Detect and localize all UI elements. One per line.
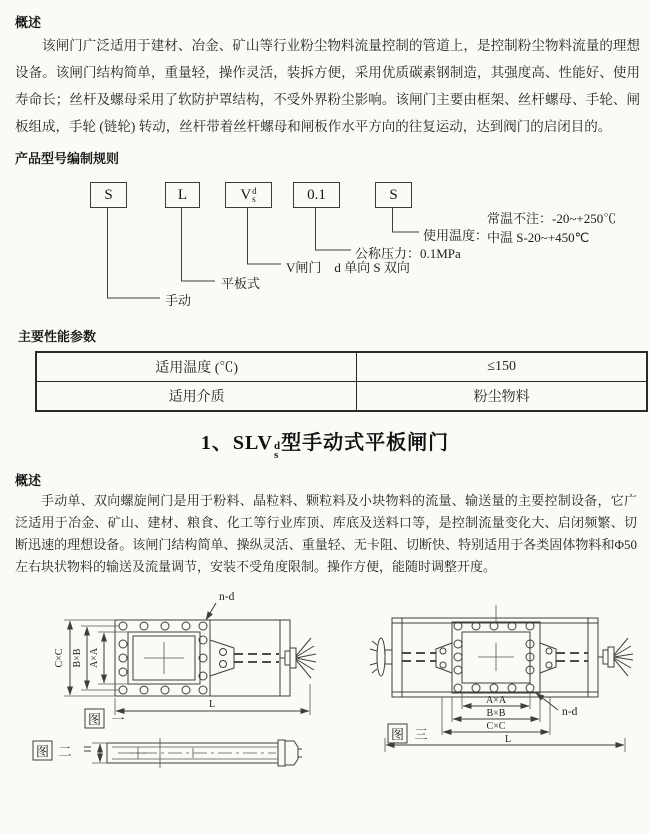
fig2-body [107, 738, 278, 768]
model-box-1-text: S [104, 186, 113, 203]
model-box-2 [165, 182, 200, 208]
fig1-dim-label-cc: C×C [54, 648, 65, 668]
fig2-height-dimension [84, 743, 114, 763]
fig3-left-handwheel [370, 638, 392, 676]
fig2-caption-number: 二 [58, 744, 72, 759]
model-box-2-text: L [177, 186, 188, 203]
model-label-valve: V闸门 d 单向 S 双向 [286, 260, 410, 275]
model-box-5-text: S [389, 186, 398, 203]
product-title-sup: d [273, 440, 282, 452]
param-cell: 适用温度 (℃) [36, 352, 357, 382]
model-box-3-sup: d [252, 186, 257, 196]
model-box-3-sub: s [252, 194, 256, 204]
model-box-4-text: 0.1 [307, 186, 326, 203]
fig3-caption-char: 图 [390, 727, 405, 742]
model-box-4 [293, 182, 340, 208]
product-title [0, 426, 650, 460]
table-row [36, 382, 647, 412]
overview-1-heading: 概述 [15, 15, 42, 30]
product-title-sub: s [273, 449, 280, 461]
fig3-dim-label-cc: C×C [486, 721, 506, 732]
figure-1-drawing [28, 588, 333, 738]
model-code-heading: 产品型号编制规则 [15, 151, 120, 166]
table-row [36, 352, 647, 382]
fig3-caption-number: 三 [414, 727, 428, 742]
param-cell: 适用介质 [36, 382, 357, 412]
model-box-3-supsub [252, 187, 257, 203]
performance-heading: 主要性能参数 [18, 329, 97, 344]
fig1-screw-bracket [210, 640, 279, 676]
figure-3-drawing [328, 593, 650, 778]
fig3-dim-label-aa: A×A [485, 695, 507, 706]
fig1-handwheel [280, 638, 316, 678]
overview-2-paragraph: 手动单、双向螺旋闸门是用于粉料、晶粒料、颗粒料及小块物料的流量、输送量的主要控制设备，它广泛适用于冶金、矿山、建材、粮食、化工等行业库顶、库底及送料口等，是控制流量变化大、启闭频繁、切断迅速的理想设备。该闸门结构简单、操纵灵活、重量轻、无卡阻、切断快、特别适用于各类固体物料和Φ50左右块状物料的输送及流量调节，安装不受角度限制。操作方便，能随时调整开度。 [15, 493, 637, 574]
figure-2-caption [33, 741, 72, 760]
fig3-right-handwheel [598, 638, 633, 676]
model-box-3-text: V [240, 186, 252, 203]
model-box-5 [375, 182, 412, 208]
model-box-3 [225, 182, 272, 208]
fig1-nd-annotation [206, 591, 235, 620]
fig1-caption-char: 图 [87, 712, 102, 727]
fig1-nd-label: n-d [219, 591, 235, 603]
fig1-caption-number: 一 [111, 712, 125, 727]
figure-1-caption [85, 709, 125, 728]
value-cell: 粉尘物料 [357, 382, 647, 412]
model-label-plate: 平板式 [221, 276, 261, 291]
model-box-1 [90, 182, 127, 208]
fig3-screw-brackets [402, 643, 588, 673]
overview-2-heading: 概述 [15, 473, 42, 488]
figure-2-drawing [28, 733, 333, 788]
model-label-pressure: 公称压力：0.1MPa [355, 246, 461, 261]
fig1-dim-label-aa: A×A [89, 647, 100, 669]
product-title-number: 1、 [200, 432, 233, 454]
model-label-temp-note-2: 中温 S-20~+450℃ [487, 230, 590, 245]
figure-3-caption [388, 724, 428, 743]
fig1-dim-label-bb: B×B [72, 648, 83, 668]
product-title-rest: 型手动式平板闸门 [281, 432, 450, 454]
model-label-temp-note-1: 常温不注：-20~+250℃ [487, 211, 617, 226]
fig3-dim-label-bb: B×B [486, 708, 506, 719]
model-label-manual: 手动 [165, 293, 192, 308]
fig3-dimension-aa [462, 693, 530, 709]
fig2-caption-char: 图 [35, 744, 50, 759]
performance-table [35, 351, 648, 412]
product-title-model: SLV [232, 432, 273, 454]
value-cell: ≤150 [357, 352, 647, 382]
fig3-body [392, 605, 598, 697]
fig1-dimension-l [115, 684, 310, 715]
fig3-dim-label-l: L [504, 734, 512, 745]
fig3-nd-label: n-d [562, 706, 578, 718]
model-label-temp: 使用温度： [423, 228, 489, 243]
fig1-dim-label-l: L [208, 699, 216, 710]
fig2-end-nut [278, 740, 302, 766]
fig1-dimension-cc [54, 620, 115, 696]
fig1-body [115, 620, 290, 696]
overview-1-paragraph: 该闸门广泛适用于建材、冶金、矿山等行业粉尘物料流量控制的管道上，是控制粉尘物料流量的理想设备。该闸门结构简单，重量轻，操作灵活，装拆方便，采用优质碳素钢制造，其强度高、性能好、使用寿命长；丝杆及螺母采用了软防护罩结构，不受外界粉尘影响。该闸门主要由框架、丝杆螺母、手轮、闸板组成，手轮 (链轮) 转动，丝杆带着丝杆螺母和闸板作水平方向的往复运动，达到阀门的启闭目的。 [15, 38, 640, 134]
